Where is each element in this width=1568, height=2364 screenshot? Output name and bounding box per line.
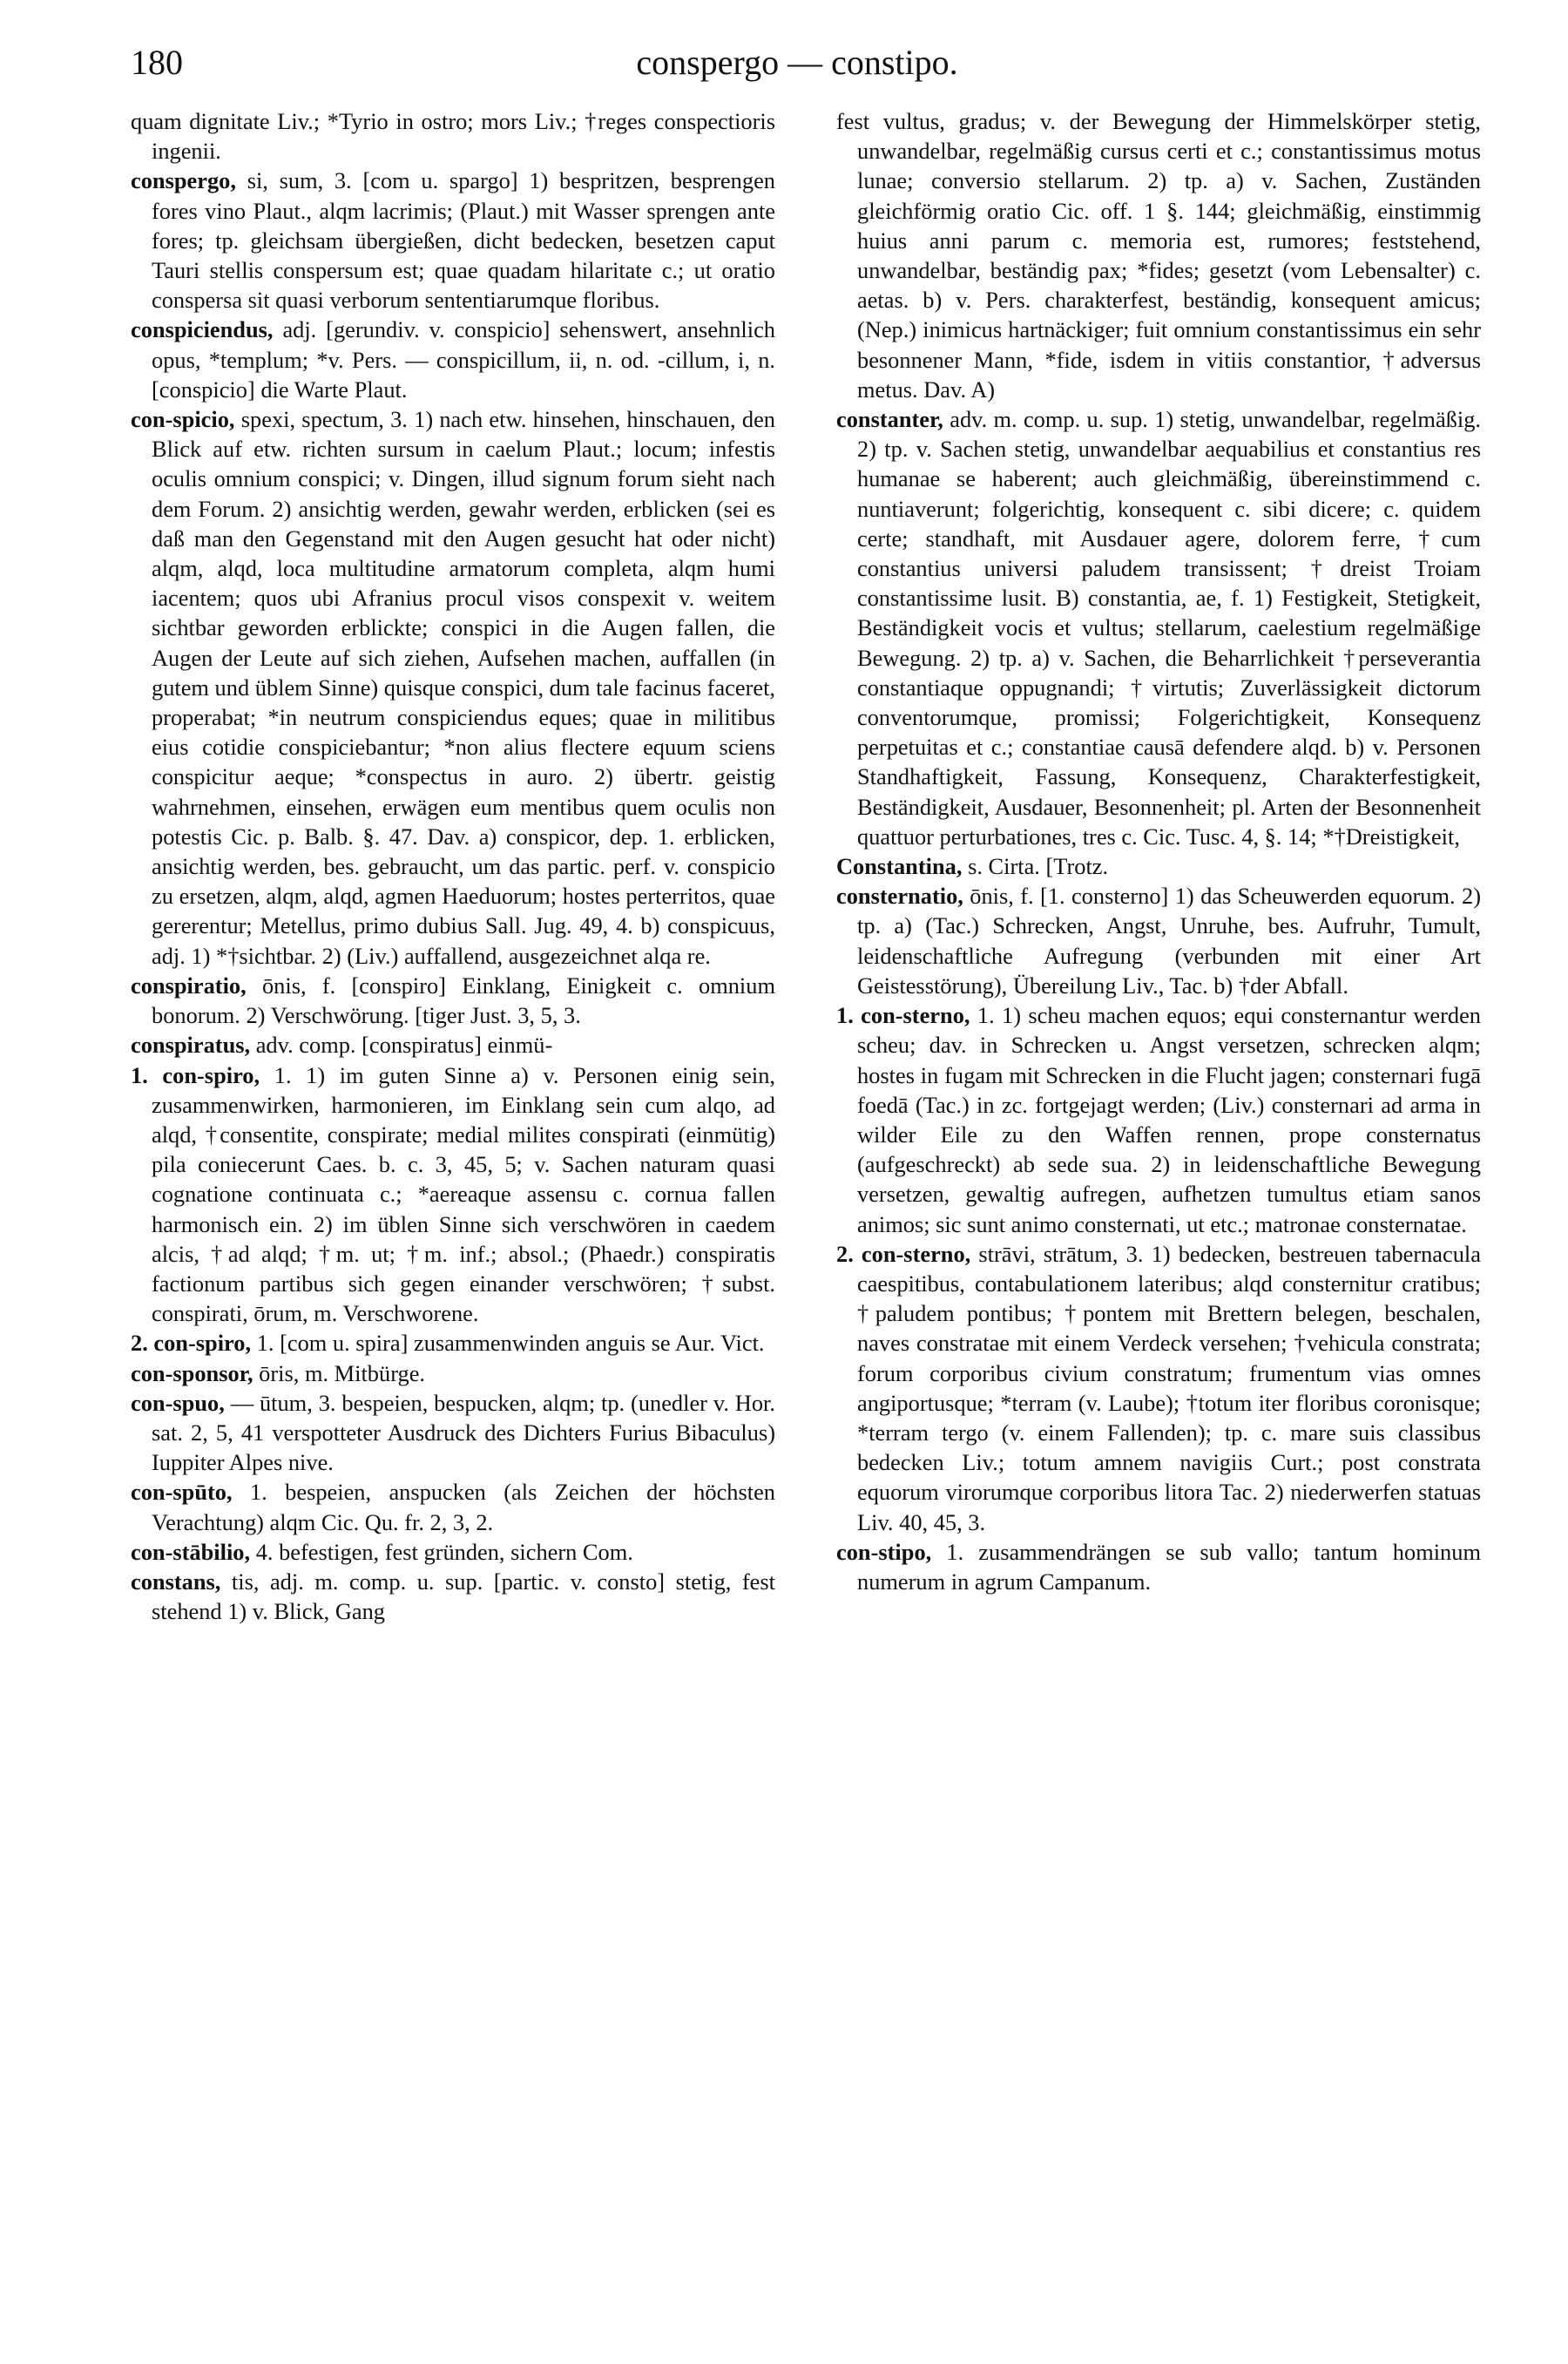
entry-headword: conspiratus, <box>131 1032 251 1059</box>
entry-headword: con-spuo, <box>131 1389 225 1416</box>
running-head: conspergo — constipo. <box>636 43 958 82</box>
entry-headword: constans, <box>131 1568 221 1595</box>
entry-headword: 2. con-sterno, <box>836 1240 971 1267</box>
entry-text: fest vultus, gradus; v. der Bewegung der Himmelskörper stetig, unwandelbar, regelmäßig cursus certi et c.; constantissimus motus lunae; conversio stellarum. 2) tp. a) v. Sachen, Zuständen gleichförmig oratio Cic. off. 1 §. 144; gleichmäßig, einstimmig huius anni parum c. memoria est, rumores; feststehend, unwandelbar, beständig pax; *fides; gesetzt (vom Lebensalter) c. aetas. b) v. Pers. charakterfest, beständig, konsequent amicus; (Nep.) inimicus hartnäckiger; fuit omnium constantissimus ein sehr besonnener Mann, *fide, isdem in vitiis constantior, †adversus metus. Dav. A) <box>836 108 1481 403</box>
page-number: 180 <box>131 43 183 82</box>
dictionary-entry <box>131 315 775 404</box>
dictionary-entry <box>836 1537 1481 1596</box>
entry-text: spexi, spectum, 3. 1) nach etw. hinsehen, hinschauen, den Blick auf etw. richten sursum in caelum Plaut.; locum; infestis oculis omnium conspici; v. Dingen, illud signum forum sieht nach dem Forum. 2) ansichtig werden, gewahr werden, erblicken (sei es daß man den Gegenstand mit den Augen gesucht hat oder nicht) alqm, alqd, loca multitudine armatorum completa, alqm humi iacentem; quos ubi Afranius procul visos conspexit v. weitem sichtbar geworden erblickte; conspici in die Augen fallen, die Augen der Leute auf sich ziehen, Aufsehen machen, auffallen (in gutem und üblem Sinne) quisque conspici, dum tale facinus faceret, properabat; *in neutrum conspiciendus eques; quae in militibus eius cotidie conspiciebantur; *non alius flectere equum sciens conspicitur aeque; *conspectus in auro. 2) übertr. geistig wahrnehmen, einsehen, erwägen eum mentibus quem oculis non potestis Cic. p. Balb. §. 47. Dav. a) conspicor, dep. 1. erblicken, ansichtig werden, bes. gebraucht, um das partic. perf. v. conspicio zu ersetzen, alqm, alqd, agmen Haeduorum; hostes perterritos, quae gererentur; Metellus, primo dubius Sall. Jug. 49, 4. b) conspicuus, adj. 1) *†sichtbar. 2) (Liv.) auffallend, ausgezeichnet alqa re. <box>152 406 775 969</box>
dictionary-entry <box>131 971 775 1030</box>
entry-headword: conspergo, <box>131 167 236 194</box>
entry-text: 4. befestigen, fest gründen, sichern Com. <box>255 1538 633 1565</box>
entry-headword: con-sponsor, <box>131 1359 253 1386</box>
dictionary-entry <box>131 1477 775 1536</box>
entry-headword: 1. con-sterno, <box>836 1002 970 1029</box>
entry-text: ōnis, f. [1. consterno] 1) das Scheuwerden equorum. 2) tp. a) (Tac.) Schrecken, Angst, Unruhe, bes. Aufruhr, Tumult, leidenschaftliche Aufregung (verbunden mit einer Art Geistesstörung), Übereilung Liv., Tac. b) †der Abfall. <box>857 883 1481 999</box>
entry-headword: constanter, <box>836 406 943 433</box>
dictionary-entry <box>836 851 1481 881</box>
dictionary-entry <box>836 1239 1481 1537</box>
entry-text: 1. zusammendrängen se sub vallo; tantum hominum numerum in agrum Campanum. <box>857 1538 1481 1595</box>
entry-headword: con-spicio, <box>131 406 235 433</box>
dictionary-entry <box>131 106 775 166</box>
entry-text: 1. 1) scheu machen equos; equi consternantur werden scheu; dav. in Schrecken u. Angst versetzen, schrecken alqm; hostes in fugam mit Schrecken in die Flucht jagen; consternari fugā foedā (Tac.) in zc. fortgejagt werden; (Liv.) consternari ad arma in wilder Eile zu den Waffen rennen, prope consternatus (aufgeschreckt) ab sede sua. 2) in leidenschaftliche Bewegung versetzen, gewaltig aufregen, aufhetzen tumultus etiam sanos animos; sic sunt animo consternati, ut etc.; matronae consternatae. <box>857 1002 1481 1237</box>
right-column <box>836 106 1481 2346</box>
entry-text: 1. 1) im guten Sinne a) v. Personen einig sein, zusammenwirken, harmonieren, im Einklang sein cum alqo, ad alqd, †consentite, conspirate; medial milites conspirati (einmütig) pila coniecerunt Caes. b. c. 3, 45, 5; v. Sachen naturam quasi cognatione continuata c.; *aereaque assensu c. cornua fallen harmonisch ein. 2) im üblen Sinne sich verschwören in caedem alcis, †ad alqd; †m. ut; †m. inf.; absol.; (Phaedr.) conspiratis factionum partibus sich gegen einander verschwören; †subst. conspirati, ōrum, m. Verschworene. <box>152 1061 775 1327</box>
entry-headword: con-stipo, <box>836 1538 932 1565</box>
dictionary-entry <box>836 1000 1481 1239</box>
dictionary-entry <box>131 1060 775 1329</box>
entry-text: 1. bespeien, anspucken (als Zeichen der höchsten Verachtung) alqm Cic. Qu. fr. 2, 3, 2. <box>152 1479 775 1535</box>
entry-headword: conspiratio, <box>131 972 247 999</box>
dictionary-entry <box>131 404 775 971</box>
page-header <box>131 42 1463 94</box>
entry-text: ōnis, f. [conspiro] Einklang, Einigkeit c. omnium bonorum. 2) Verschwörung. [tiger Just. 3, 5, 3. <box>152 972 775 1029</box>
entry-text: si, sum, 3. [com u. spargo] 1) bespritzen, besprengen fores vino Plaut., alqm lacrimis; (Plaut.) mit Wasser sprengen ante fores; tp. gleichsam übergießen, dicht bedecken, besetzen caput Tauri stellis conspersum est; quae quadam hilaritate c.; ut oratio conspersa sit quasi verborum sententiarumque floribus. <box>152 167 775 314</box>
dictionary-entry <box>836 404 1481 851</box>
dictionary-entry <box>131 1358 775 1388</box>
dictionary-entry <box>131 1537 775 1567</box>
entry-text: — ūtum, 3. bespeien, bespucken, alqm; tp. (unedler v. Hor. sat. 2, 5, 41 verspotteter Ausdruck des Dichters Furius Bibaculus) Iuppiter Alpes nive. <box>152 1389 775 1476</box>
entry-text: adj. [gerundiv. v. conspicio] sehenswert, ansehnlich opus, *templum; *v. Pers. — conspicillum, ii, n. od. -cillum, i, n. [conspicio] die Warte Plaut. <box>152 316 775 403</box>
entry-text: s. Cirta. [Trotz. <box>968 853 1109 880</box>
entry-headword: Constantina, <box>836 853 963 880</box>
entry-headword: 1. con-spiro, <box>131 1061 260 1088</box>
entry-headword: consternatio, <box>836 883 963 910</box>
dictionary-entry <box>131 1567 775 1626</box>
left-column <box>131 106 775 2346</box>
dictionary-entry <box>131 1328 775 1358</box>
dictionary-entry <box>131 1388 775 1478</box>
dictionary-entry <box>836 881 1481 1000</box>
dictionary-entry <box>131 1030 775 1060</box>
entry-headword: conspiciendus, <box>131 316 274 343</box>
entry-text: 1. [com u. spira] zusammenwinden anguis se Aur. Vict. <box>256 1330 765 1357</box>
entry-text: tis, adj. m. comp. u. sup. [partic. v. consto] stetig, fest stehend 1) v. Blick, Gang <box>152 1568 775 1625</box>
dictionary-entry <box>131 166 775 315</box>
entry-text: ōris, m. Mitbürge. <box>259 1359 426 1386</box>
entry-text: strāvi, strātum, 3. 1) bedecken, bestreuen tabernacula caespitibus, contabulationem lateribus; alqd consternitur cratibus; †paludem pontibus; †pontem mit Brettern belegen, beschalen, naves constratae mit einem Verdeck versehen; †vehicula constrata; forum corporibus civium constratum; frumentum vias omnes angiportusque; *terram (v. Laube); †totum iter floribus coronisque; *terram tergo (v. einem Fallenden); tp. c. mare suis classibus bedecken Liv.; totum amnem navigiis Curt.; post constrata equorum virorumque corporibus litora Tac. 2) niederwerfen statuas Liv. 40, 45, 3. <box>857 1240 1481 1535</box>
entry-text: quam dignitate Liv.; *Tyrio in ostro; mors Liv.; †reges conspectioris ingenii. <box>131 108 775 165</box>
entry-headword: con-spūto, <box>131 1479 233 1506</box>
entry-headword: con-stābilio, <box>131 1538 251 1565</box>
dictionary-entry <box>836 106 1481 404</box>
entry-headword: 2. con-spiro, <box>131 1330 252 1357</box>
entry-text: adv. comp. [conspiratus] einmü- <box>255 1032 553 1059</box>
entry-text: adv. m. comp. u. sup. 1) stetig, unwandelbar, regelmäßig. 2) tp. v. Sachen stetig, unwandelbar aequabilius et constantius res humanae se haberent; auch gleichmäßig, übereinstimmend c. nuntiaverunt; folgerichtig, konsequent c. sibi dicere; c. quidem certe; standhaft, mit Ausdauer agere, dolorem ferre, †cum constantius universi paludem transissent; †dreist Troiam constantissime lusit. B) constantia, ae, f. 1) Festigkeit, Stetigkeit, Beständigkeit vocis et vultus; stellarum, caelestium regelmäßige Bewegung. 2) tp. a) v. Sachen, die Beharrlichkeit †perseverantia constantiaque oppugnandi; †virtutis; Zuverlässigkeit dictorum conventorumque, promissi; Folgerichtigkeit, Konsequenz perpetuitas et c.; constantiae causā defendere alqd. b) v. Personen Standhaftigkeit, Fassung, Konsequenz, Charakterfestigkeit, Beständigkeit, Ausdauer, Besonnenheit; pl. Arten der Besonnenheit quattuor perturbationes, tres c. Cic. Tusc. 4, §. 14; *†Dreistigkeit, <box>857 406 1481 850</box>
